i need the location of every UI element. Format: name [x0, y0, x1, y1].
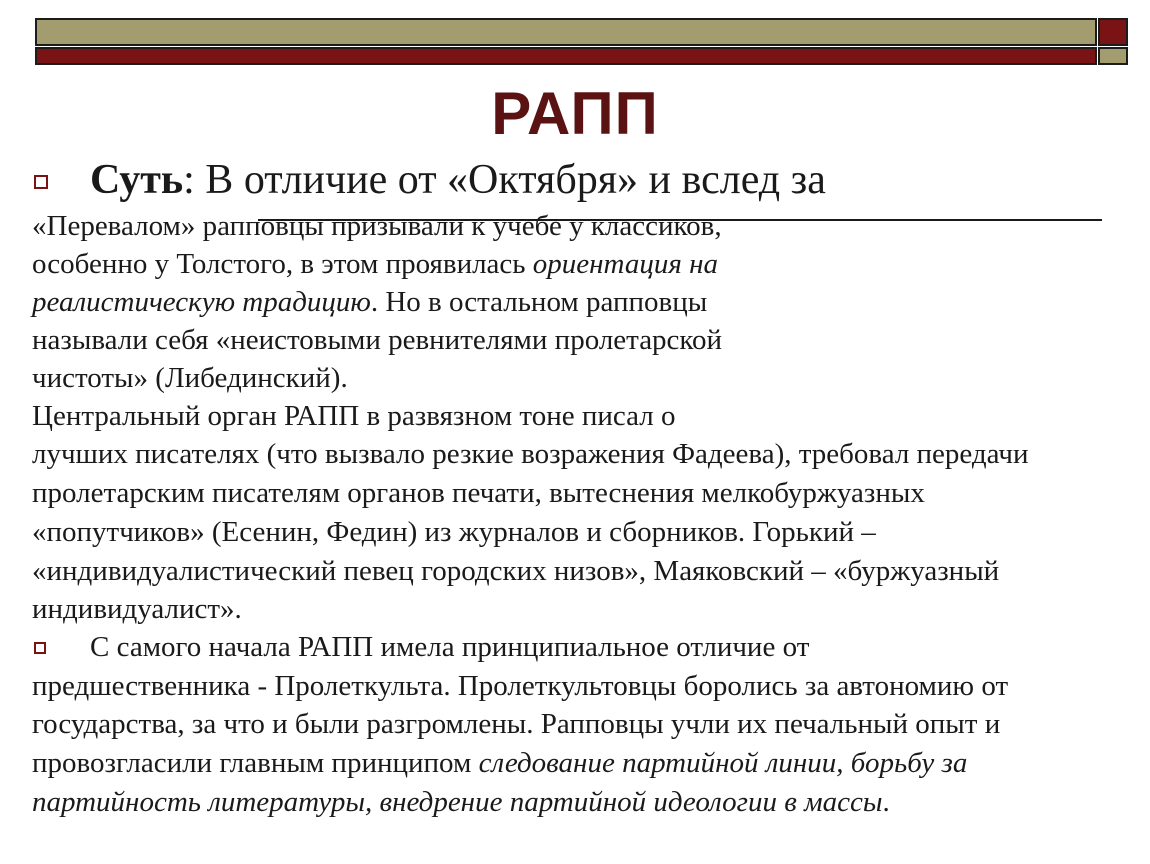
p1-line-2 [32, 246, 718, 282]
essence-label: Суть [90, 157, 184, 203]
lead-text: : В отличие от «Октября» и вслед за [183, 157, 826, 203]
square-bullet-icon [34, 642, 46, 654]
p1-line-4: называли себя «неистовыми ревнителями пролетарской [32, 324, 723, 356]
p1-line-1: «Перевалом» рапповцы призывали к учебе у классиков, [32, 210, 722, 242]
header-square-red [1098, 18, 1128, 46]
p2-line-4-italic: следование партийной линии, борьбу за [478, 747, 968, 779]
p1-line-3 [32, 284, 707, 320]
p1-line-5: чистоты» (Либединский). [32, 362, 348, 394]
p2-line-5-italic: партийность литературы, внедрение партийной идеологии в массы [32, 786, 883, 818]
p1-line-2-text: особенно у Толстого, в этом проявилась [32, 248, 533, 280]
header-bar-olive [35, 18, 1097, 46]
p2-line-4 [32, 745, 967, 781]
header-bar-red [35, 47, 1097, 65]
p1-line-7: лучших писателях (что вызвало резкие возражения Фадеева), требовал передачи [32, 438, 1029, 470]
p1-line-11: индивидуалист». [32, 593, 242, 625]
p1-line-2-italic: ориентация на [532, 248, 718, 280]
p2-line-5 [32, 784, 890, 820]
p2-line-4-text: провозгласили главным принципом [32, 747, 479, 779]
square-bullet-icon [34, 175, 48, 189]
p2-line-1: С самого начала РАПП имела принципиальное отличие от [90, 631, 810, 663]
p2-line-2: предшественника - Пролеткульта. Пролеткультовцы боролись за автономию от [32, 670, 1009, 702]
p2-line-3: государства, за что и были разгромлены. Рапповцы учли их печальный опыт и [32, 708, 1001, 740]
header-square-olive [1098, 47, 1128, 65]
p1-line-8: пролетарским писателям органов печати, вытеснения мелкобуржуазных [32, 477, 925, 509]
slide-title: РАПП [491, 80, 659, 147]
paragraph-1-lead [90, 156, 826, 204]
p1-line-9: «попутчиков» (Есенин, Федин) из журналов и сборников. Горький – [32, 516, 876, 548]
p1-line-10: «индивидуалистический певец городских низов», Маяковский – «буржуазный [32, 555, 1000, 587]
p1-line-3-text: . Но в остальном рапповцы [370, 286, 708, 318]
p1-line-6: Центральный орган РАПП в развязном тоне писал о [32, 400, 676, 432]
p2-line-5-text: . [882, 786, 890, 818]
p1-line-3-italic: реалистическую традицию [32, 286, 371, 318]
